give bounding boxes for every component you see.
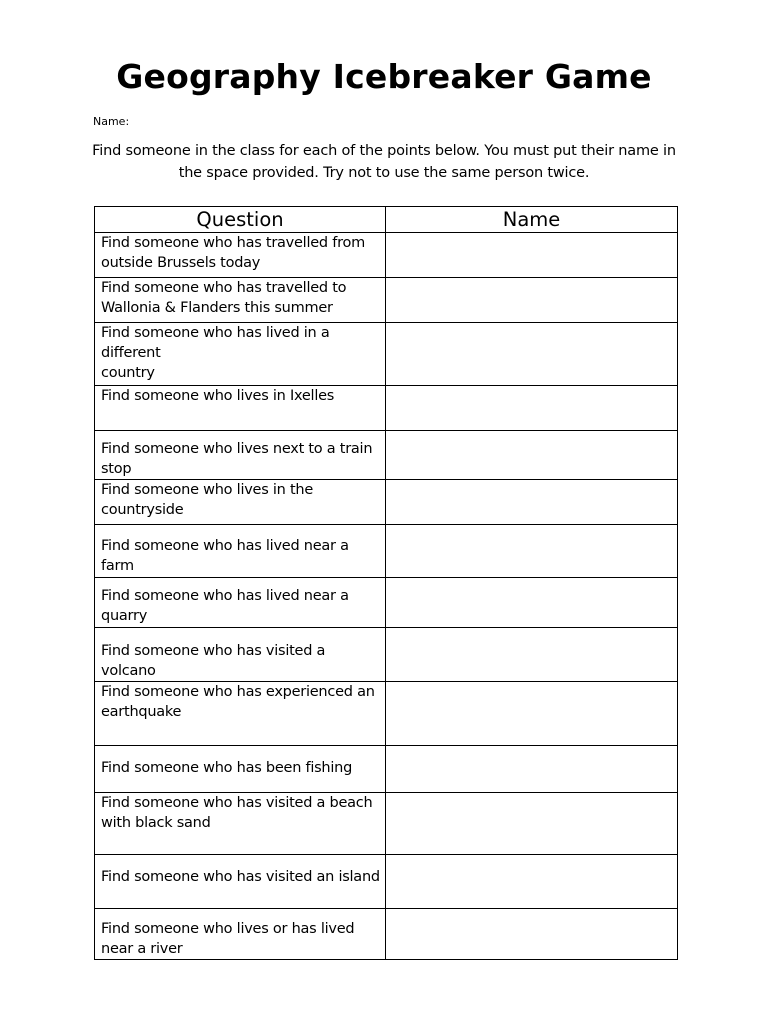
- name-answer-cell[interactable]: [386, 525, 678, 578]
- question-cell: Find someone who has travelled to Wallonia & Flanders this summer: [95, 278, 386, 323]
- question-cell: Find someone who has lived near a quarry: [95, 578, 386, 628]
- table-row: [95, 278, 678, 323]
- column-header-question: Question: [95, 207, 386, 233]
- question-cell: Find someone who lives in the countryside: [95, 480, 386, 525]
- name-answer-cell[interactable]: [386, 386, 678, 431]
- question-cell: Find someone who has been fishing: [95, 746, 386, 793]
- name-answer-cell[interactable]: [386, 578, 678, 628]
- name-label: Name:: [93, 115, 130, 128]
- question-cell: Find someone who has visited a volcano: [95, 628, 386, 682]
- table-row: [95, 909, 678, 960]
- table-row: [95, 855, 678, 909]
- column-header-name: Name: [386, 207, 678, 233]
- name-answer-cell[interactable]: [386, 278, 678, 323]
- table-row: [95, 682, 678, 746]
- name-answer-cell[interactable]: [386, 233, 678, 278]
- question-cell: Find someone who has lived near a farm: [95, 525, 386, 578]
- name-answer-cell[interactable]: [386, 855, 678, 909]
- question-cell: Find someone who has visited a beach with black sand: [95, 793, 386, 855]
- table-row: [95, 628, 678, 682]
- question-cell: Find someone who lives in Ixelles: [95, 386, 386, 431]
- question-cell: Find someone who lives or has lived near a river: [95, 909, 386, 960]
- table-row: [95, 431, 678, 480]
- name-answer-cell[interactable]: [386, 480, 678, 525]
- name-answer-cell[interactable]: [386, 323, 678, 386]
- question-cell: Find someone who has travelled from outside Brussels today: [95, 233, 386, 278]
- name-answer-cell[interactable]: [386, 746, 678, 793]
- question-cell: Find someone who lives next to a train stop: [95, 431, 386, 480]
- table-row: [95, 386, 678, 431]
- question-cell: Find someone who has visited an island: [95, 855, 386, 909]
- question-cell: Find someone who has experienced an earthquake: [95, 682, 386, 746]
- table-row: [95, 525, 678, 578]
- table-row: [95, 480, 678, 525]
- table-row: [95, 323, 678, 386]
- question-cell: Find someone who has lived in a different country: [95, 323, 386, 386]
- table-header-row: [95, 207, 678, 233]
- instructions-text: Find someone in the class for each of the points below. You must put their name in the space provided. Try not to use the same person twice.: [92, 143, 676, 181]
- table-row: [95, 793, 678, 855]
- table-row: [95, 578, 678, 628]
- page-title: Geography Icebreaker Game: [116, 57, 652, 96]
- question-table: [94, 206, 678, 960]
- name-answer-cell[interactable]: [386, 793, 678, 855]
- name-answer-cell[interactable]: [386, 628, 678, 682]
- table-row: [95, 746, 678, 793]
- name-answer-cell[interactable]: [386, 431, 678, 480]
- name-answer-cell[interactable]: [386, 682, 678, 746]
- table-row: [95, 233, 678, 278]
- name-answer-cell[interactable]: [386, 909, 678, 960]
